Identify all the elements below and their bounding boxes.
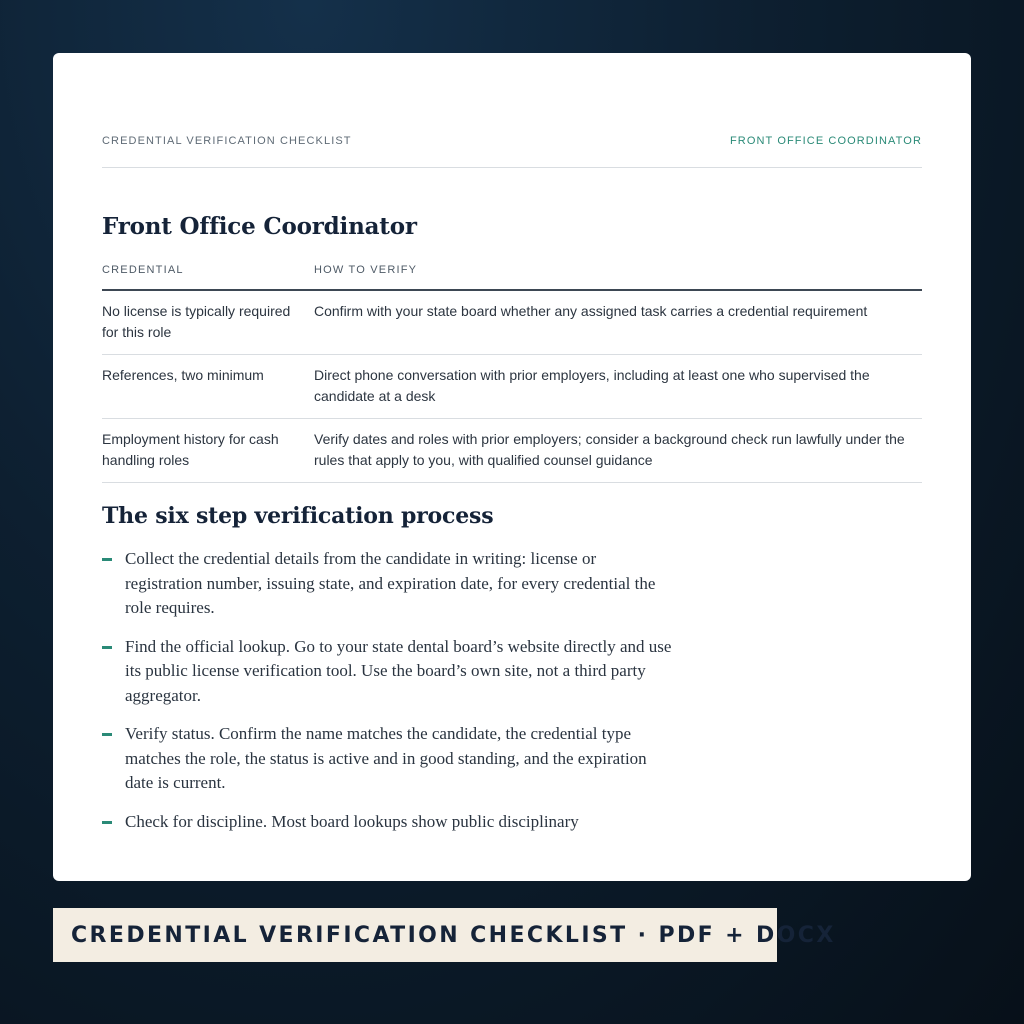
credential-cell: No license is typically required for this role — [102, 290, 314, 355]
credential-table — [102, 256, 922, 483]
column-header-how-to-verify: HOW TO VERIFY — [314, 256, 922, 290]
list-item — [102, 547, 672, 621]
process-steps-list — [102, 547, 672, 848]
header-doc-label: CREDENTIAL VERIFICATION CHECKLIST — [102, 135, 352, 147]
table-row — [102, 290, 922, 355]
step-text: Verify status. Confirm the name matches the candidate, the credential type matches the role, the status is active and in good standing, and the expiration date is current. — [125, 724, 647, 792]
list-item — [102, 810, 672, 835]
table-row — [102, 419, 922, 483]
verify-cell: Direct phone conversation with prior employers, including at least one who supervised the candidate at a desk — [314, 355, 922, 419]
table-header-row — [102, 256, 922, 290]
credential-cell: Employment history for cash handling roles — [102, 419, 314, 483]
column-header-credential: CREDENTIAL — [102, 256, 314, 290]
running-header — [102, 135, 922, 168]
table-row — [102, 355, 922, 419]
verify-cell: Confirm with your state board whether any assigned task carries a credential requirement — [314, 290, 922, 355]
step-text: Collect the credential details from the candidate in writing: license or registration number, issuing state, and expiration date, for every credential the role requires. — [125, 549, 656, 617]
dash-bullet-icon — [102, 558, 112, 561]
product-format-label: CREDENTIAL VERIFICATION CHECKLIST · PDF + DOCX — [53, 908, 777, 962]
page-title: Front Office Coordinator — [102, 213, 417, 240]
list-item — [102, 635, 672, 709]
dash-bullet-icon — [102, 646, 112, 649]
dash-bullet-icon — [102, 733, 112, 736]
process-section-title: The six step verification process — [102, 503, 494, 529]
document-page — [53, 53, 971, 881]
step-text: Check for discipline. Most board lookups show public disciplinary — [125, 811, 579, 831]
dash-bullet-icon — [102, 821, 112, 824]
header-role-label: FRONT OFFICE COORDINATOR — [729, 135, 922, 147]
step-text: Find the official lookup. Go to your state dental board’s website directly and use its public license verification tool. Use the board’s own site, not a third party aggregator. — [125, 636, 672, 705]
list-item — [102, 722, 672, 796]
credential-cell: References, two minimum — [102, 355, 314, 419]
verify-cell: Verify dates and roles with prior employers; consider a background check run lawfully under the rules that apply to you, with qualified counsel guidance — [314, 419, 922, 483]
